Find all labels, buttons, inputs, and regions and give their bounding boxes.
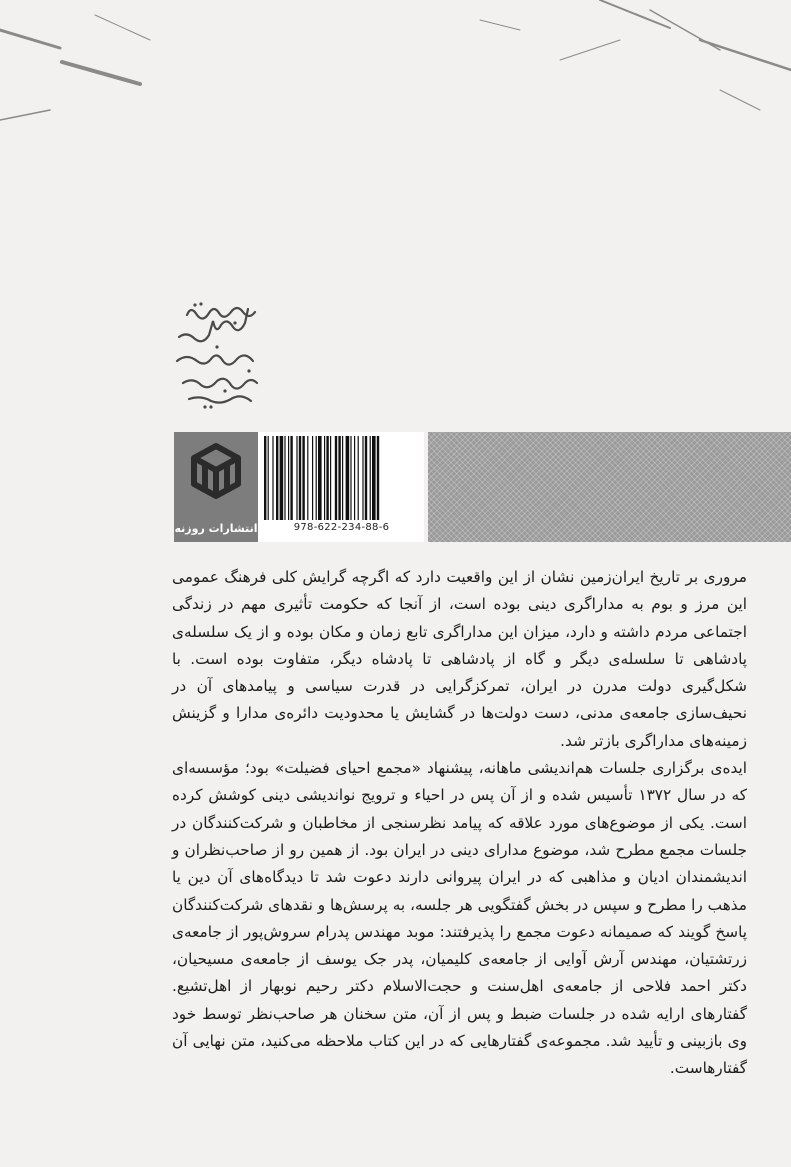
paragraph-1: مروری بر تاریخ ایران‌زمین نشان از این واقعیت دارد که اگرچه گرایش کلی فرهنگ عمومی این مرز و بوم به مداراگری دینی بوده است، از آنجا که حکومت تأثیری مهم در زندگی اجتماعی مردم داشته و دارد، میزان این مداراگری تابع زمان و مکان بوده و از یک سلسله‌ی پادشاهی تا سلسله‌ی دیگر و گاه از پادشاهی تا پادشاه دیگر، متفاوت بوده است. با شکل‌گیری دولت مدرن در ایران، تمرکزگرایی در قدرت سیاسی و پیامدهای آن در نحیف‌سازی جامعه‌ی مدنی، دست دولت‌ها در گشایش یا محدودیت دائره‌ی مدارا و گزینش زمینه‌های مداراگری بازتر شد. <box>172 568 747 750</box>
hatched-panel <box>428 432 791 542</box>
institute-logo <box>165 295 277 413</box>
isbn-barcode <box>264 436 419 520</box>
paragraph-2: ایده‌ی برگزاری جلسات هم‌اندیشی ماهانه، پیشنهاد «مجمع احیای فضیلت» بود؛ مؤسسه‌ای که در سال ۱۳۷۲ تأسیس شده و از آن پس در احیاء و ترویج نواندیشی دینی کوشش کرده است. یکی از موضوع‌های مورد علاقه که پیامد نظرسنجی از مخاطبان و شرکت‌کنندگان در جلسات مجمع مطرح شد، موضوع مدارای دینی در ایران بود. از همین رو از صاحب‌نظران و اندیشمندان ادیان و مذاهبی که در ایران پیروانی دارند دعوت شد تا دیدگاه‌های آن دین یا مذهب را مطرح و سپس در بخش گفتگویی هر جلسه، به پرسش‌ها و نقدهای شرکت‌کنندگان پاسخ گویند که صمیمانه دعوت مجمع را پذیرفتند: موبد مهندس پدرام سروش‌پور از جامعه‌ی زرتشتیان، مهندس آرش آوایی از جامعه‌ی کلیمیان، پدر جک یوسف از جامعه‌ی مسیحیان، دکتر احمد فلاحی از جامعه‌ی اهل‌سنت و حجت‌الاسلام دکتر رحیم نوبهار از اهل‌تشیع. گفتارهای ارایه شده در جلسات ضبط و پس از آن، متن سخنان هر صاحب‌نظر توسط خود وی بازبینی و تأیید شد. مجموعه‌ی گفتارهایی که در این کتاب ملاحظه می‌کنید، متن نهایی آن گفتارهاست. <box>172 759 747 1078</box>
isbn-number: 978-622-234-88-6 <box>293 522 390 533</box>
publisher-badge <box>174 432 258 542</box>
back-cover-text <box>172 564 747 1083</box>
barcode-block <box>174 432 424 542</box>
publisher-logo-icon <box>187 440 245 510</box>
publisher-name: انتشارات روزنه <box>174 522 258 535</box>
